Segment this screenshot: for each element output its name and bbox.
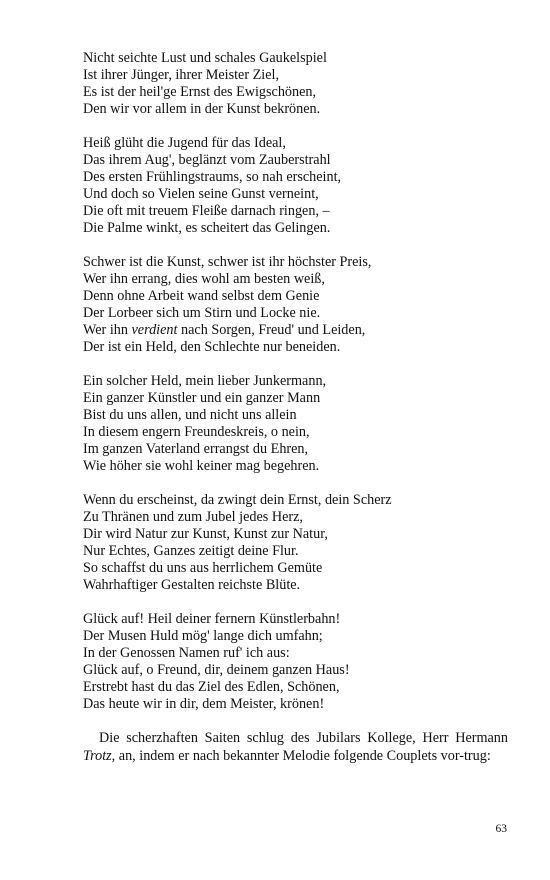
verse-line: Bist du uns allen, und nicht uns allein [83,407,297,423]
verse-line: Nur Echtes, Ganzes zeitigt deine Flur. [83,543,299,559]
verse-line: Schwer ist die Kunst, schwer ist ihr höchster Preis, [83,254,372,270]
stanza-3 [83,254,508,356]
page-body [83,50,508,765]
verse-line: Glück auf, o Freund, dir, deinem ganzen Haus! [83,662,350,678]
stanza-5 [83,492,508,594]
verse-line: Es ist der heil'ge Ernst des Ewigschönen, [83,84,317,100]
verse-line: Ein ganzer Künstler und ein ganzer Mann [83,390,321,406]
stanza-6 [83,611,508,713]
verse-line: In der Genossen Namen ruf' ich aus: [83,645,290,661]
verse-line: Die oft mit treuem Fleiße darnach ringen, – [83,203,330,219]
verse-line: Glück auf! Heil deiner fernern Künstlerbahn! [83,611,341,627]
verse-text: nach Sorgen, Freud' und Leiden, [177,322,366,338]
verse-line: Denn ohne Arbeit wand selbst dem Genie [83,288,320,304]
verse-line: Und doch so Vielen seine Gunst verneint, [83,186,319,202]
stanza-1 [83,50,508,118]
verse-line: Der Lorbeer sich um Stirn und Locke nie. [83,305,321,321]
verse-text: Wer ihn [83,322,132,338]
verse-line: Den wir vor allem in der Kunst bekrönen. [83,101,321,117]
verse-line: Des ersten Frühlingstraums, so nah erscheint, [83,169,342,185]
verse-line: Das heute wir in dir, dem Meister, krönen! [83,696,325,712]
verse-line: Dir wird Natur zur Kunst, Kunst zur Natur, [83,526,328,542]
prose-text: Die scherzhaften Saiten schlug des Jubilars Kollege, Herr Hermann [99,730,508,746]
verse-line: So schaffst du uns aus herrlichem Gemüte [83,560,323,576]
verse-line: Das ihrem Aug', beglänzt vom Zauberstrahl [83,152,331,168]
prose-paragraph [83,730,508,765]
stanza-4 [83,373,508,475]
verse-line: Wer ihn errang, dies wohl am besten weiß, [83,271,325,287]
prose-text: an, indem er nach bekannter Melodie folgende Couplets vor-trug: [115,747,491,764]
verse-line: Erstrebt hast du das Ziel des Edlen, Schönen, [83,679,340,695]
verse-line: Im ganzen Vaterland errangst du Ehren, [83,441,309,457]
verse-line: Ist ihrer Jünger, ihrer Meister Ziel, [83,67,280,83]
emphasized-word: verdient [131,322,178,338]
verse-line: Die Palme winkt, es scheitert das Gelingen. [83,220,331,236]
verse-line: In diesem engern Freundeskreis, o nein, [83,424,310,440]
verse-line: Zu Thränen und zum Jubel jedes Herz, [83,509,303,525]
verse-line: Wahrhaftiger Gestalten reichste Blüte. [83,577,301,593]
verse-line: Der ist ein Held, den Schlechte nur beneiden. [83,339,341,355]
verse-line: Nicht seichte Lust und schales Gaukelspiel [83,50,327,66]
stanza-2 [83,135,508,237]
verse-line: Der Musen Huld mög' lange dich umfahn; [83,628,323,644]
verse-line: Wenn du erscheinst, da zwingt dein Ernst, dein Scherz [83,492,392,508]
verse-line: Ein solcher Held, mein lieber Junkermann, [83,373,327,389]
verse-line: Wie höher sie wohl keiner mag begehren. [83,458,320,474]
page-number: 63 [495,823,507,835]
verse-line-with-emphasis [83,322,508,339]
verse-line: Heiß glüht die Jugend für das Ideal, [83,135,286,151]
person-name: Trotz, [83,747,116,764]
